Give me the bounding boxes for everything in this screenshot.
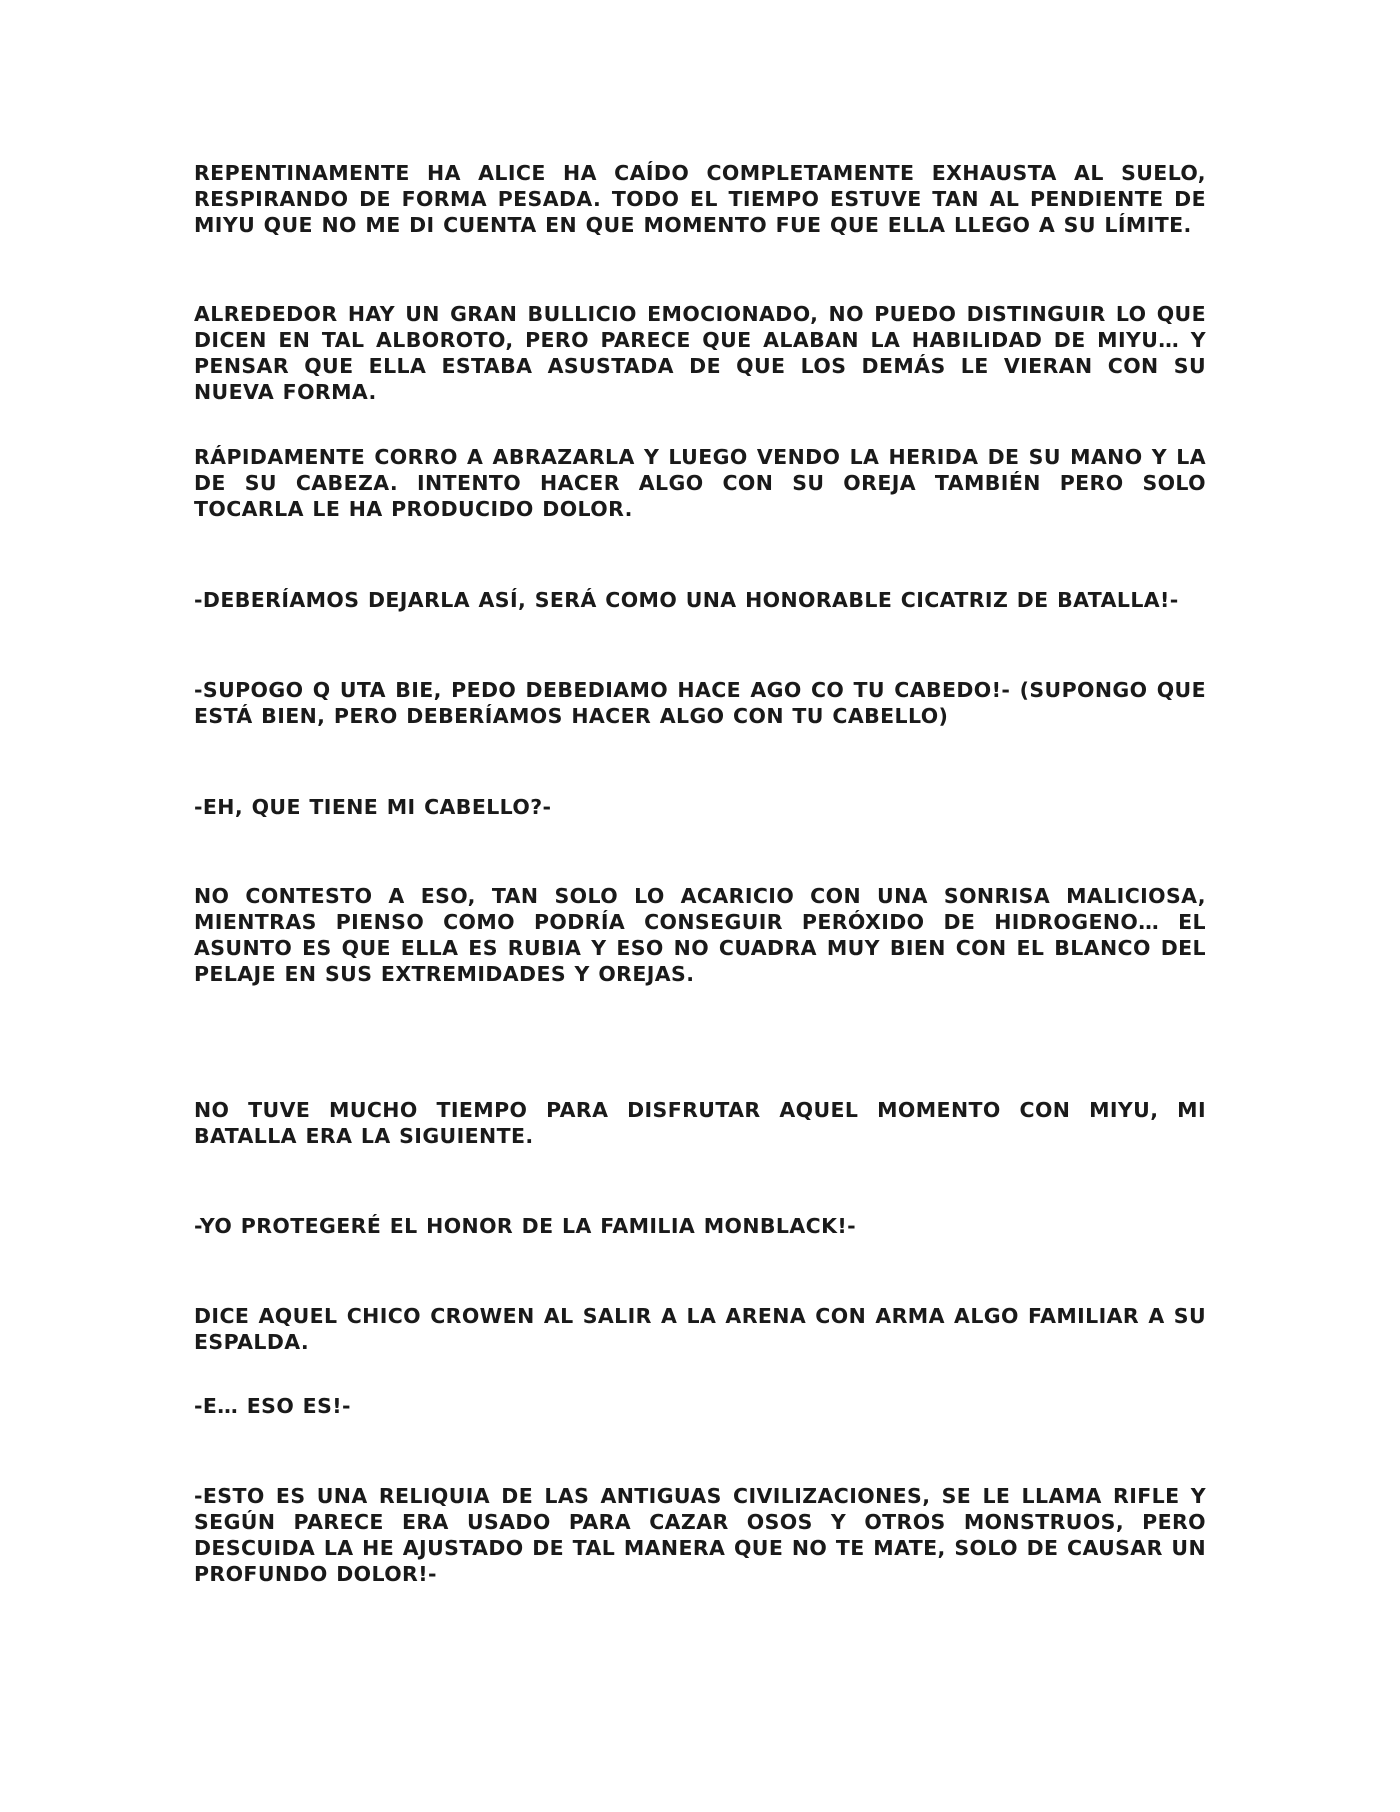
paragraph-8: NO TUVE MUCHO TIEMPO PARA DISFRUTAR AQUEL MOMENTO CON MIYU, MI BATALLA ERA LA SIGUIENTE. — [194, 1098, 1206, 1148]
paragraph-10: DICE AQUEL CHICO CROWEN AL SALIR A LA ARENA CON ARMA ALGO FAMILIAR A SU ESPALDA. — [194, 1304, 1206, 1354]
paragraph-1: REPENTINAMENTE HA ALICE HA CAÍDO COMPLETAMENTE EXHAUSTA AL SUELO, RESPIRANDO DE FORMA PESADA. TODO EL TIEMPO ESTUVE TAN AL PENDIENTE DE MIYU QUE NO ME DI CUENTA EN QUE MOMENTO FUE QUE ELLA LLEGO A SU LÍMITE. — [194, 161, 1206, 237]
paragraph-6: -EH, QUE TIENE MI CABELLO?- — [194, 795, 552, 819]
paragraph-9: -YO PROTEGERÉ EL HONOR DE LA FAMILIA MONBLACK!- — [194, 1214, 857, 1238]
paragraph-11: -E… ESO ES!- — [194, 1394, 351, 1418]
paragraph-12: -ESTO ES UNA RELIQUIA DE LAS ANTIGUAS CIVILIZACIONES, SE LE LLAMA RIFLE Y SEGÚN PARECE ERA USADO PARA CAZAR OSOS Y OTROS MONSTRUOS, PERO DESCUIDA LA HE AJUSTADO DE TAL MANERA QUE NO TE MATE, SOLO DE CAUSAR UN PROFUNDO DOLOR!- — [194, 1484, 1206, 1586]
paragraph-3: RÁPIDAMENTE CORRO A ABRAZARLA Y LUEGO VENDO LA HERIDA DE SU MANO Y LA DE SU CABEZA. INTENTO HACER ALGO CON SU OREJA TAMBIÉN PERO SOLO TOCARLA LE HA PRODUCIDO DOLOR. — [194, 445, 1206, 521]
paragraph-5: -SUPOGO Q UTA BIE, PEDO DEBEDIAMO HACE AGO CO TU CABEDO!- (SUPONGO QUE ESTÁ BIEN, PERO DEBERÍAMOS HACER ALGO CON TU CABELLO) — [194, 678, 1206, 728]
paragraph-7: NO CONTESTO A ESO, TAN SOLO LO ACARICIO CON UNA SONRISA MALICIOSA, MIENTRAS PIENSO COMO PODRÍA CONSEGUIR PERÓXIDO DE HIDROGENO… EL ASUNTO ES QUE ELLA ES RUBIA Y ESO NO CUADRA MUY BIEN CON EL BLANCO DEL PELAJE EN SUS EXTREMIDADES Y OREJAS. — [194, 884, 1206, 986]
paragraph-4: -DEBERÍAMOS DEJARLA ASÍ, SERÁ COMO UNA HONORABLE CICATRIZ DE BATALLA!- — [194, 588, 1179, 612]
paragraph-2: ALREDEDOR HAY UN GRAN BULLICIO EMOCIONADO, NO PUEDO DISTINGUIR LO QUE DICEN EN TAL ALBOROTO, PERO PARECE QUE ALABAN LA HABILIDAD DE MIYU… Y PENSAR QUE ELLA ESTABA ASUSTADA DE QUE LOS DEMÁS LE VIERAN CON SU NUEVA FORMA. — [194, 302, 1206, 404]
